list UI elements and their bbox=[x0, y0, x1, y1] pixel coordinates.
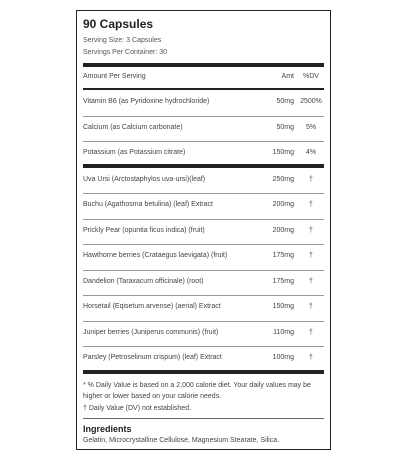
nutrient-name: Calcium (as Calcium carbonate) bbox=[83, 124, 183, 131]
ingredient-amount: 150mg bbox=[272, 303, 294, 310]
servings-per-container: Servings Per Container: 30 bbox=[83, 49, 168, 56]
serving-size: Serving Size: 3 Capsules bbox=[83, 37, 162, 44]
header-amount-per-serving: Amount Per Serving bbox=[83, 73, 146, 80]
ingredient-dv: † bbox=[309, 329, 313, 336]
ingredient-dv: † bbox=[309, 176, 313, 183]
medium-divider bbox=[83, 88, 324, 90]
ingredients-heading: Ingredients bbox=[83, 424, 132, 434]
ingredient-dv: † bbox=[309, 201, 313, 208]
ingredient-dv: † bbox=[309, 303, 313, 310]
ingredient-amount: 175mg bbox=[272, 252, 294, 259]
row-divider bbox=[83, 219, 324, 220]
ingredient-dv: † bbox=[309, 354, 313, 361]
ingredient-amount: 200mg bbox=[272, 227, 294, 234]
header-dv: %DV bbox=[303, 73, 319, 80]
nutrient-name: Potassium (as Potassium citrate) bbox=[83, 149, 186, 156]
nutrient-dv: 5% bbox=[305, 124, 317, 131]
row-divider bbox=[83, 116, 324, 117]
nutrient-name: Vitamin B6 (as Pyridoxine hydrochloride) bbox=[83, 98, 210, 105]
ingredient-name: Buchu (Agathosma betulina) (leaf) Extract bbox=[83, 201, 213, 208]
ingredient-name: Uva Ursi (Arctostaphylos uva-ursi)(leaf) bbox=[83, 176, 206, 183]
ingredient-name: Parsley (Petroselinum crispum) (leaf) Extract bbox=[83, 354, 222, 361]
ingredients-divider bbox=[83, 418, 324, 419]
ingredient-dv: † bbox=[309, 252, 313, 259]
daily-value-footnote: * % Daily Value is based on a 2,000 calorie diet. Your daily values may be higher or lower based on your calorie needs. bbox=[83, 382, 311, 400]
ingredient-amount: 100mg bbox=[272, 354, 294, 361]
row-divider bbox=[83, 270, 324, 271]
thick-divider-top bbox=[83, 63, 324, 67]
nutrient-dv: 4% bbox=[305, 149, 317, 156]
row-divider bbox=[83, 193, 324, 194]
ingredient-amount: 250mg bbox=[272, 176, 294, 183]
label-title: 90 Capsules bbox=[83, 17, 154, 31]
ingredient-name: Horsetail (Eqisetum arvense) (aerial) Extract bbox=[83, 303, 221, 310]
supplement-facts-panel bbox=[76, 10, 331, 450]
ingredient-name: Hawthorne berries (Crataegus laevigata) (fruit) bbox=[83, 252, 228, 259]
nutrient-amount: 50mg bbox=[276, 98, 294, 105]
ingredient-amount: 110mg bbox=[273, 329, 294, 336]
ingredient-name: Juniper berries (Juniperus communis) (fruit) bbox=[83, 329, 219, 336]
dv-not-established-footnote: † Daily Value (DV) not established. bbox=[83, 405, 192, 412]
row-divider bbox=[83, 295, 324, 296]
ingredient-amount: 200mg bbox=[272, 201, 294, 208]
row-divider bbox=[83, 346, 324, 347]
nutrient-dv: 2500% bbox=[300, 98, 322, 105]
row-divider bbox=[83, 244, 324, 245]
ingredient-name: Dandelion (Taraxacum officinale) (root) bbox=[83, 278, 204, 285]
thick-divider-bottom bbox=[83, 370, 324, 374]
nutrient-amount: 50mg bbox=[276, 124, 294, 131]
ingredient-amount: 175mg bbox=[272, 278, 294, 285]
header-amt: Amt bbox=[281, 73, 294, 80]
ingredient-dv: † bbox=[309, 278, 313, 285]
row-divider bbox=[83, 321, 324, 322]
ingredient-name: Prickly Pear (opuntia ficus indica) (fruit) bbox=[83, 227, 205, 234]
ingredients-list: Gelatin, Microcrystalline Cellulose, Magnesium Stearate, Silica. bbox=[83, 437, 280, 444]
nutrient-amount: 150mg bbox=[272, 149, 294, 156]
row-divider bbox=[83, 141, 324, 142]
thick-divider-middle bbox=[83, 164, 324, 168]
ingredient-dv: † bbox=[309, 227, 313, 234]
